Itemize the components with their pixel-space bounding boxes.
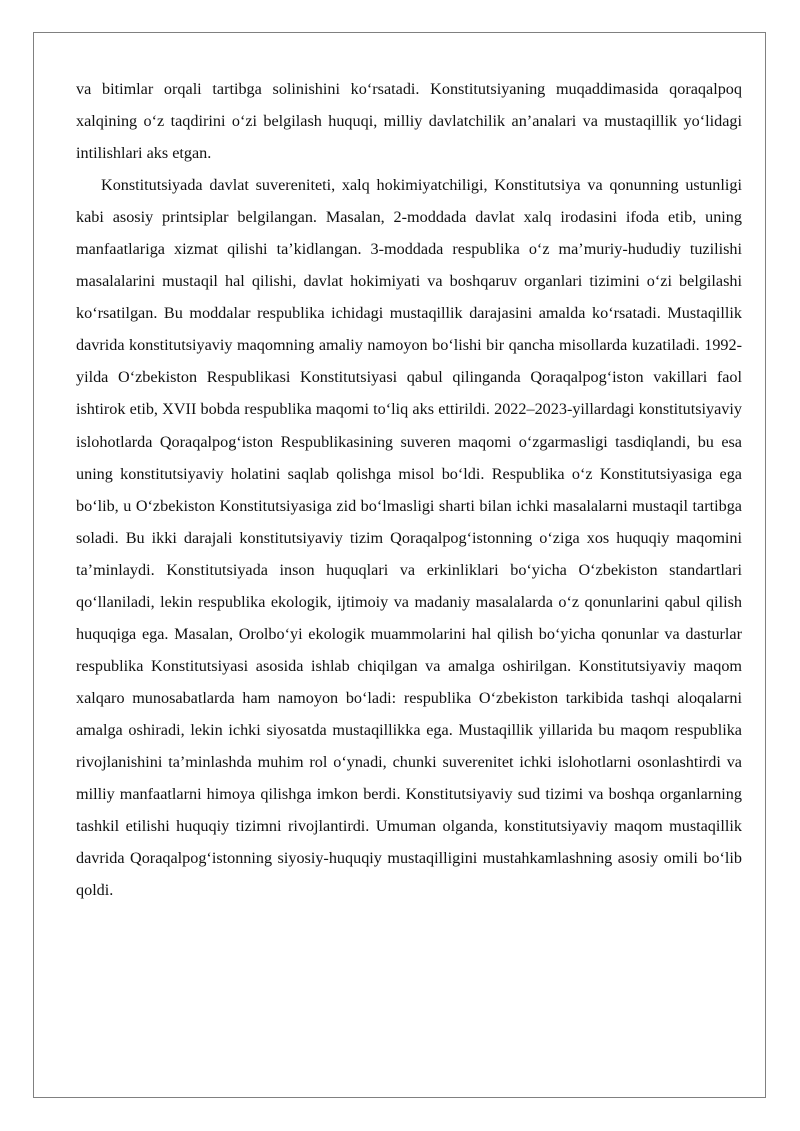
document-body xyxy=(76,73,742,906)
paragraph-continuation: va bitimlar orqali tartibga solinishini ko‘rsatadi. Konstitutsiyaning muqaddimasida qoraqalpoq xalqining o‘z taqdirini o‘zi belgilash huquqi, milliy davlatchilik an’analari va mustaqillik yo‘lidagi intilishlari aks etgan. xyxy=(76,80,742,163)
paragraph-constitution-principles: Konstitutsiyada davlat suvereniteti, xalq hokimiyatchiligi, Konstitutsiya va qonunning ustunligi kabi asosiy printsiplar belgilangan. Masalan, 2-moddada davlat xalq irodasini ifoda etib, uning manfaatlariga xizmat qilishi ta’kidlangan. 3-moddada respublika o‘z ma’muriy-hududiy tuzilishi masalalarini mustaqil hal qilishi, davlat hokimiyati va boshqaruv organlari tizimini o‘zi belgilashi ko‘rsatilgan. Bu moddalar respublika ichidagi mustaqillik darajasini amalda ko‘rsatadi. Mustaqillik davrida konstitutsiyaviy maqomning amaliy namoyon bo‘lishi bir qancha misollarda kuzatiladi. 1992-yilda O‘zbekiston Respublikasi Konstitutsiyasi qabul qilinganda Qoraqalpog‘iston vakillari faol ishtirok etib, XVII bobda respublika maqomi to‘liq aks ettirildi. 2022–2023-yillardagi konstitutsiyaviy islohotlarda Qoraqalpog‘iston Respublikasining suveren maqomi o‘zgarmasligi tasdiqlandi, bu esa uning konstitutsiyaviy holatini saqlab qolishga misol bo‘ldi. Respublika o‘z Konstitutsiyasiga ega bo‘lib, u O‘zbekiston Konstitutsiyasiga zid bo‘lmasligi sharti bilan ichki masalalarni mustaqil tartibga soladi. Bu ikki darajali konstitutsiyaviy tizim Qoraqalpog‘istonning o‘ziga xos huquqiy maqomini ta’minlaydi. Konstitutsiyada inson huquqlari va erkinliklari bo‘yicha O‘zbekiston standartlari qo‘llaniladi, lekin respublika ekologik, ijtimoiy va madaniy masalalarda o‘z qonunlarini qabul qilish huquqiga ega. Masalan, Orolbo‘yi ekologik muammolarini hal qilish bo‘yicha qonunlar va dasturlar respublika Konstitutsiyasi asosida ishlab chiqilgan va amalga oshirilgan. Konstitutsiyaviy maqom xalqaro munosabatlarda ham namoyon bo‘ladi: respublika O‘zbekiston tarkibida tashqi aloqalarni amalga oshiradi, lekin ichki siyosatda mustaqillikka ega. Mustaqillik yillarida bu maqom respublika rivojlanishini ta’minlashda muhim rol o‘ynadi, chunki suverenitet ichki islohotlarni osonlashtirdi va milliy manfaatlarni himoya qilishga imkon berdi. Konstitutsiyaviy sud tizimi va boshqa organlarning tashkil etilishi huquqiy tizimni rivojlantirdi. Umuman olganda, konstitutsiyaviy maqom mustaqillik davrida Qoraqalpog‘istonning siyosiy-huquqiy mustaqilligini mustahkamlashning asosiy omili bo‘lib qoldi. xyxy=(76,176,742,900)
